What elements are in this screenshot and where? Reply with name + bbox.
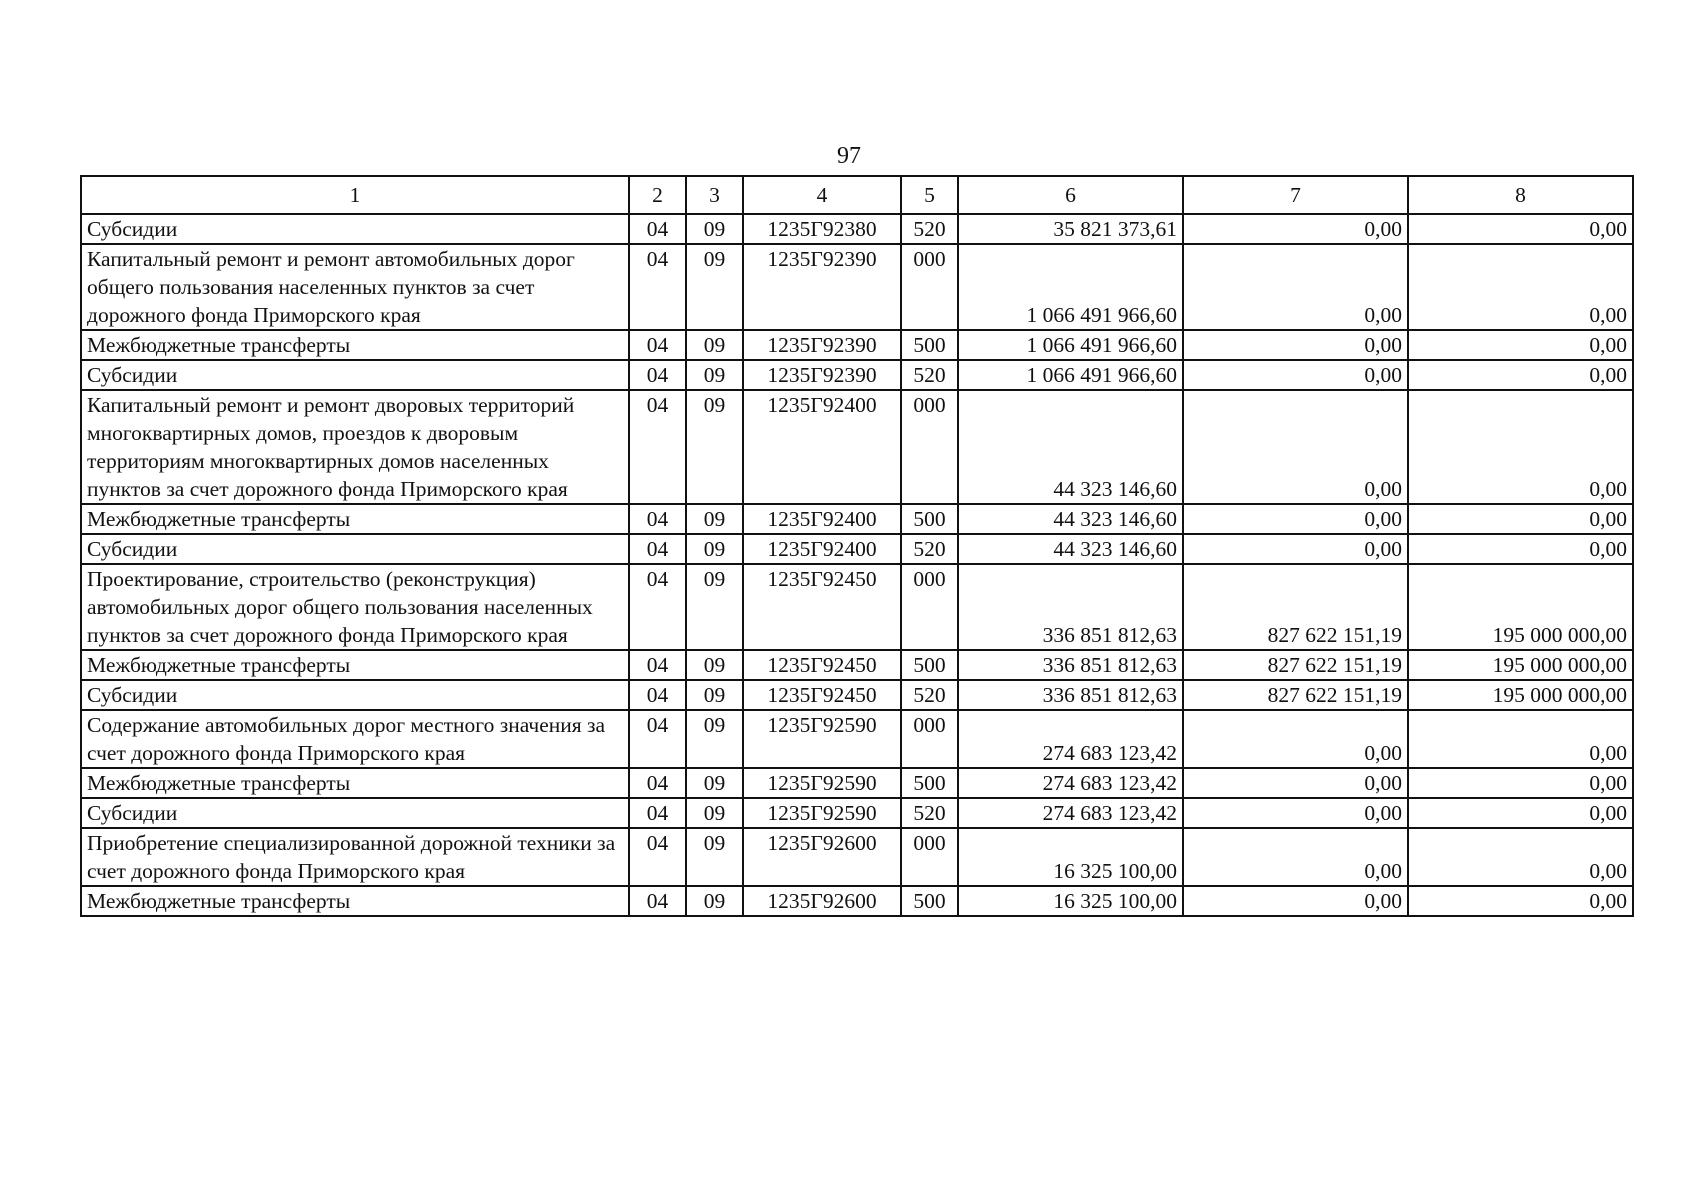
table-row	[81, 244, 1633, 330]
amount-col6-cell: 336 851 812,63	[958, 680, 1183, 710]
amount-col6-cell: 44 323 146,60	[958, 534, 1183, 564]
section-code-cell: 04	[629, 886, 686, 916]
header-row	[81, 176, 1633, 214]
column-header: 1	[81, 176, 629, 214]
expense-type-cell: 000	[901, 564, 958, 650]
column-header: 7	[1183, 176, 1408, 214]
table-row	[81, 214, 1633, 244]
target-article-cell: 1235Г92400	[743, 504, 901, 534]
subsection-code-cell: 09	[686, 886, 743, 916]
section-code-cell: 04	[629, 564, 686, 650]
amount-col6-cell: 274 683 123,42	[958, 798, 1183, 828]
amount-col8-cell: 0,00	[1408, 828, 1633, 886]
row-name-cell: Капитальный ремонт и ремонт дворовых территорий многоквартирных домов, проездов к дворовым территориям многоквартирных домов населенных пунктов за счет дорожного фонда Приморского края	[81, 390, 629, 504]
row-name-cell: Проектирование, строительство (реконструкция) автомобильных дорог общего пользования населенных пунктов за счет дорожного фонда Приморского края	[81, 564, 629, 650]
amount-col7-cell: 0,00	[1183, 330, 1408, 360]
subsection-code-cell: 09	[686, 504, 743, 534]
amount-col8-cell: 0,00	[1408, 390, 1633, 504]
amount-col6-cell: 336 851 812,63	[958, 650, 1183, 680]
target-article-cell: 1235Г92400	[743, 390, 901, 504]
amount-col7-cell: 0,00	[1183, 504, 1408, 534]
amount-col6-cell: 44 323 146,60	[958, 504, 1183, 534]
table-body	[81, 214, 1633, 916]
table-row	[81, 768, 1633, 798]
expense-type-cell: 000	[901, 244, 958, 330]
amount-col8-cell: 195 000 000,00	[1408, 680, 1633, 710]
amount-col7-cell: 0,00	[1183, 710, 1408, 768]
subsection-code-cell: 09	[686, 534, 743, 564]
row-name-cell: Субсидии	[81, 798, 629, 828]
section-code-cell: 04	[629, 534, 686, 564]
amount-col8-cell: 0,00	[1408, 768, 1633, 798]
amount-col7-cell: 0,00	[1183, 798, 1408, 828]
row-name-cell: Межбюджетные трансферты	[81, 650, 629, 680]
subsection-code-cell: 09	[686, 564, 743, 650]
subsection-code-cell: 09	[686, 330, 743, 360]
table-row	[81, 360, 1633, 390]
subsection-code-cell: 09	[686, 244, 743, 330]
table-row	[81, 828, 1633, 886]
expense-type-cell: 520	[901, 214, 958, 244]
table-row	[81, 564, 1633, 650]
target-article-cell: 1235Г92590	[743, 710, 901, 768]
target-article-cell: 1235Г92450	[743, 650, 901, 680]
target-article-cell: 1235Г92590	[743, 798, 901, 828]
table-row	[81, 886, 1633, 916]
amount-col6-cell: 16 325 100,00	[958, 886, 1183, 916]
amount-col7-cell: 827 622 151,19	[1183, 564, 1408, 650]
target-article-cell: 1235Г92390	[743, 360, 901, 390]
amount-col6-cell: 1 066 491 966,60	[958, 330, 1183, 360]
subsection-code-cell: 09	[686, 710, 743, 768]
subsection-code-cell: 09	[686, 798, 743, 828]
expense-type-cell: 000	[901, 828, 958, 886]
table-row	[81, 330, 1633, 360]
section-code-cell: 04	[629, 244, 686, 330]
row-name-cell: Субсидии	[81, 214, 629, 244]
expense-type-cell: 520	[901, 534, 958, 564]
amount-col8-cell: 0,00	[1408, 214, 1633, 244]
table-row	[81, 534, 1633, 564]
expense-type-cell: 500	[901, 504, 958, 534]
amount-col8-cell: 0,00	[1408, 330, 1633, 360]
amount-col7-cell: 0,00	[1183, 360, 1408, 390]
target-article-cell: 1235Г92390	[743, 330, 901, 360]
expense-type-cell: 500	[901, 330, 958, 360]
amount-col6-cell: 1 066 491 966,60	[958, 244, 1183, 330]
target-article-cell: 1235Г92380	[743, 214, 901, 244]
target-article-cell: 1235Г92450	[743, 564, 901, 650]
row-name-cell: Межбюджетные трансферты	[81, 768, 629, 798]
amount-col8-cell: 0,00	[1408, 798, 1633, 828]
target-article-cell: 1235Г92400	[743, 534, 901, 564]
section-code-cell: 04	[629, 828, 686, 886]
column-header: 6	[958, 176, 1183, 214]
expense-type-cell: 500	[901, 886, 958, 916]
section-code-cell: 04	[629, 504, 686, 534]
subsection-code-cell: 09	[686, 680, 743, 710]
amount-col6-cell: 274 683 123,42	[958, 710, 1183, 768]
amount-col7-cell: 827 622 151,19	[1183, 650, 1408, 680]
amount-col7-cell: 0,00	[1183, 828, 1408, 886]
amount-col7-cell: 0,00	[1183, 244, 1408, 330]
subsection-code-cell: 09	[686, 768, 743, 798]
amount-col6-cell: 336 851 812,63	[958, 564, 1183, 650]
table-row	[81, 390, 1633, 504]
amount-col8-cell: 0,00	[1408, 244, 1633, 330]
target-article-cell: 1235Г92600	[743, 886, 901, 916]
amount-col7-cell: 827 622 151,19	[1183, 680, 1408, 710]
amount-col8-cell: 195 000 000,00	[1408, 564, 1633, 650]
page-number: 97	[837, 143, 861, 169]
column-header: 2	[629, 176, 686, 214]
table-row	[81, 680, 1633, 710]
amount-col8-cell: 195 000 000,00	[1408, 650, 1633, 680]
expense-type-cell: 520	[901, 798, 958, 828]
row-name-cell: Межбюджетные трансферты	[81, 330, 629, 360]
expense-type-cell: 520	[901, 680, 958, 710]
section-code-cell: 04	[629, 214, 686, 244]
expense-type-cell: 000	[901, 390, 958, 504]
amount-col7-cell: 0,00	[1183, 534, 1408, 564]
row-name-cell: Субсидии	[81, 680, 629, 710]
column-header: 3	[686, 176, 743, 214]
table-row	[81, 798, 1633, 828]
amount-col8-cell: 0,00	[1408, 886, 1633, 916]
amount-col8-cell: 0,00	[1408, 504, 1633, 534]
section-code-cell: 04	[629, 360, 686, 390]
row-name-cell: Содержание автомобильных дорог местного значения за счет дорожного фонда Приморского края	[81, 710, 629, 768]
column-header: 8	[1408, 176, 1633, 214]
section-code-cell: 04	[629, 710, 686, 768]
target-article-cell: 1235Г92590	[743, 768, 901, 798]
section-code-cell: 04	[629, 390, 686, 504]
column-header: 4	[743, 176, 901, 214]
subsection-code-cell: 09	[686, 828, 743, 886]
column-header: 5	[901, 176, 958, 214]
target-article-cell: 1235Г92450	[743, 680, 901, 710]
subsection-code-cell: 09	[686, 360, 743, 390]
row-name-cell: Капитальный ремонт и ремонт автомобильных дорог общего пользования населенных пунктов за счет дорожного фонда Приморского края	[81, 244, 629, 330]
section-code-cell: 04	[629, 768, 686, 798]
amount-col7-cell: 0,00	[1183, 768, 1408, 798]
subsection-code-cell: 09	[686, 650, 743, 680]
target-article-cell: 1235Г92600	[743, 828, 901, 886]
amount-col6-cell: 35 821 373,61	[958, 214, 1183, 244]
row-name-cell: Субсидии	[81, 534, 629, 564]
expense-type-cell: 520	[901, 360, 958, 390]
amount-col8-cell: 0,00	[1408, 534, 1633, 564]
target-article-cell: 1235Г92390	[743, 244, 901, 330]
subsection-code-cell: 09	[686, 214, 743, 244]
table-row	[81, 504, 1633, 534]
amount-col8-cell: 0,00	[1408, 360, 1633, 390]
amount-col6-cell: 1 066 491 966,60	[958, 360, 1183, 390]
expense-type-cell: 500	[901, 768, 958, 798]
row-name-cell: Межбюджетные трансферты	[81, 886, 629, 916]
row-name-cell: Приобретение специализированной дорожной техники за счет дорожного фонда Приморского края	[81, 828, 629, 886]
amount-col7-cell: 0,00	[1183, 390, 1408, 504]
expense-type-cell: 000	[901, 710, 958, 768]
row-name-cell: Субсидии	[81, 360, 629, 390]
table-row	[81, 710, 1633, 768]
table-row	[81, 650, 1633, 680]
section-code-cell: 04	[629, 798, 686, 828]
section-code-cell: 04	[629, 680, 686, 710]
row-name-cell: Межбюджетные трансферты	[81, 504, 629, 534]
section-code-cell: 04	[629, 650, 686, 680]
amount-col6-cell: 16 325 100,00	[958, 828, 1183, 886]
amount-col8-cell: 0,00	[1408, 710, 1633, 768]
subsection-code-cell: 09	[686, 390, 743, 504]
budget-table	[80, 175, 1634, 917]
expense-type-cell: 500	[901, 650, 958, 680]
amount-col6-cell: 44 323 146,60	[958, 390, 1183, 504]
amount-col7-cell: 0,00	[1183, 214, 1408, 244]
amount-col6-cell: 274 683 123,42	[958, 768, 1183, 798]
section-code-cell: 04	[629, 330, 686, 360]
amount-col7-cell: 0,00	[1183, 886, 1408, 916]
